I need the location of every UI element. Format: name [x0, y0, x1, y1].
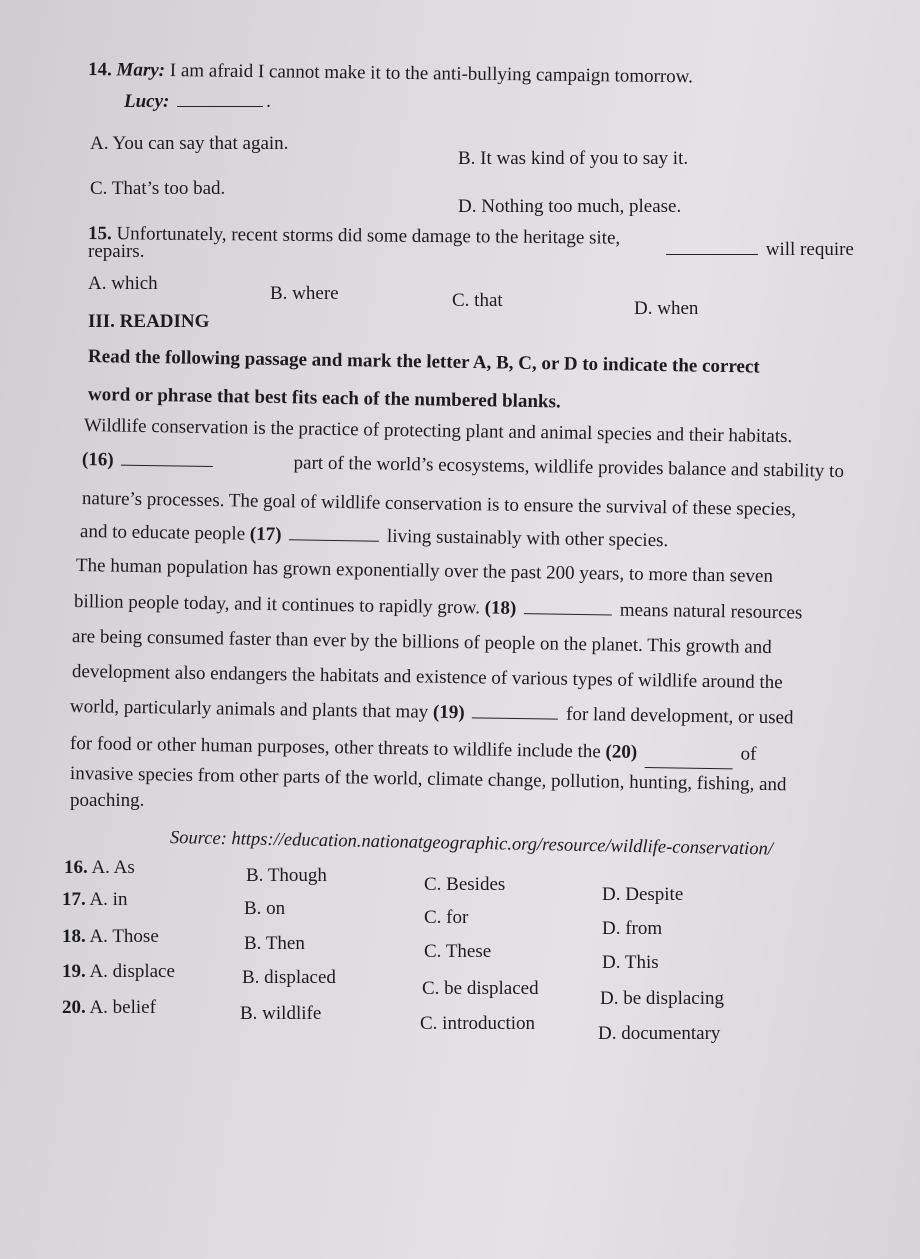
passage-line-7: are being consumed faster than ever by the billions of people on the planet. This growth and — [71, 626, 772, 658]
answer-row-16-option-d: D. Despite — [602, 884, 684, 905]
answer-row-18-option-d: D. This — [602, 952, 659, 973]
q15-option-c: C. that — [452, 290, 503, 311]
q14-option-b: B. It was kind of you to say it. — [458, 148, 689, 169]
q14-option-a: A. You can say that again. — [90, 133, 289, 154]
answer-row-16-option-a: 16. A. As — [64, 857, 135, 878]
blank-number-17: (17) — [249, 523, 282, 546]
lucy-line: Lucy: . — [124, 91, 271, 112]
passage-line-9-text-a: world, particularly animals and plants that may — [69, 696, 429, 723]
question-14-text: I am afraid I cannot make it to the anti-bullying campaign tomorrow. — [169, 60, 694, 88]
blank-number-20: (20) — [605, 741, 638, 763]
passage-line-11: invasive species from other parts of the world, climate change, pollution, hunting, fishing, and — [69, 763, 787, 796]
question-15-end — [663, 238, 854, 262]
blank-number-16: (16) — [81, 449, 114, 471]
answer-row-20-option-c: C. introduction — [420, 1013, 536, 1034]
blank-19 — [472, 702, 558, 719]
q14-option-d: D. Nothing too much, please. — [458, 196, 682, 217]
instruction-line-1: Read the following passage and mark the letter A, B, C, or D to indicate the correct — [87, 346, 760, 378]
blank-17 — [289, 524, 379, 541]
passage-line-12: poaching. — [70, 790, 145, 811]
source-citation: Source: https://education.nationatgeographic.org/resource/wildlife-conservation/ — [169, 828, 774, 860]
answer-row-18-option-b: B. Then — [244, 933, 305, 954]
question-15-text-b: will require — [765, 239, 854, 260]
question-14-line — [88, 58, 693, 89]
passage-line-8: development also endangers the habitats and existence of various types of wildlife around the — [71, 661, 783, 694]
question-15-text: Unfortunately, recent storms did some damage to the heritage site, — [116, 223, 621, 249]
passage-line-2 — [82, 448, 844, 484]
q14-option-c: C. That’s too bad. — [90, 178, 226, 199]
answer-row-19-option-a: 19. A. displace — [62, 961, 175, 982]
answer-row-17-option-d: D. from — [602, 918, 663, 939]
passage-line-4-text-a: and to educate people — [79, 521, 246, 545]
passage-line-4-text-c: living sustainably with other species. — [386, 525, 669, 552]
instruction-line-2: word or phrase that best fits each of the numbered blanks. — [87, 384, 561, 413]
answer-row-17-option-c: C. for — [424, 907, 469, 928]
answer-row-20-option-a: 20. A. belief — [62, 997, 156, 1018]
question-15-line — [88, 222, 620, 251]
passage-line-10 — [70, 732, 757, 767]
answer-row-17-option-a: 17. A. in — [62, 889, 128, 910]
passage-line-5: The human population has grown exponentially over the past 200 years, to more than seven — [75, 555, 774, 587]
passage-line-10-text-c: of — [740, 743, 757, 765]
blank-16 — [121, 450, 213, 467]
answer-blank — [177, 91, 263, 107]
answer-row-18-option-c: C. These — [424, 941, 492, 962]
answer-row-17-option-b: B. on — [244, 898, 286, 919]
blank-number-19: (19) — [432, 701, 465, 724]
q15-option-a: A. which — [88, 273, 158, 294]
passage-line-10-text-a: for food or other human purposes, other threats to wildlife include the — [69, 733, 601, 763]
answer-row-20-option-b: B. wildlife — [240, 1003, 322, 1024]
answer-row-19-option-d: D. be displacing — [600, 988, 725, 1009]
passage-line-2-text: part of the world’s ecosystems, wildlife provides balance and stability to — [293, 452, 845, 482]
passage-line-6 — [74, 590, 803, 625]
answer-row-19-option-b: B. displaced — [242, 967, 336, 988]
answer-blank — [666, 239, 758, 255]
answer-row-18-option-a: 18. A. Those — [62, 926, 159, 947]
answer-row-19-option-c: C. be displaced — [422, 978, 539, 999]
passage-line-6-text-c: means natural resources — [619, 599, 803, 624]
speaker-mary: Mary: — [116, 59, 166, 81]
section-heading: III. READING — [88, 311, 210, 332]
question-number: 15. — [87, 223, 112, 245]
answer-row-16-option-b: B. Though — [246, 865, 327, 886]
passage-line-6-text-a: billion people today, and it continues to rapidly grow. — [73, 591, 481, 619]
passage-line-4 — [80, 520, 669, 553]
passage-line-9-text-c: for land development, or used — [565, 703, 794, 729]
passage-line-1: Wildlife conservation is the practice of protecting plant and animal species and their habitats. — [83, 415, 793, 448]
answer-row-16-option-c: C. Besides — [424, 874, 506, 895]
passage-line-9 — [70, 695, 794, 730]
blank-20 — [645, 752, 733, 769]
question-15-continuation: repairs. — [88, 241, 145, 262]
speaker-lucy: Lucy: — [124, 91, 170, 112]
blank-number-18: (18) — [484, 597, 517, 619]
q15-option-b: B. where — [270, 283, 339, 304]
answer-row-20-option-d: D. documentary — [598, 1023, 721, 1044]
question-number: 14. — [87, 59, 112, 81]
passage-line-3: nature’s processes. The goal of wildlife conservation is to ensure the survival of these species, — [81, 488, 797, 521]
q15-option-d: D. when — [634, 298, 699, 319]
blank-18 — [524, 598, 612, 615]
